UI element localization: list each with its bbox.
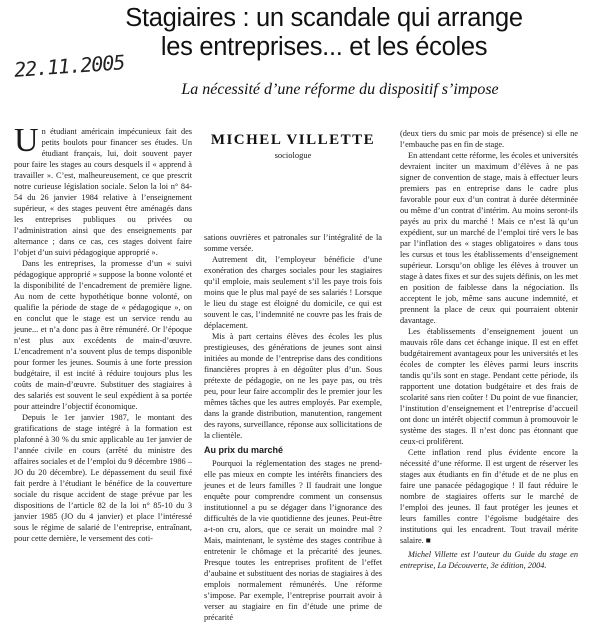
paragraph: Depuis le 1er janvier 1987, le montant des gratifications de stage intégré à la formation est plafonné à 30 % du smic applicable au 1er janvier de l’année civile en cours (arrêté du ministre des affaires sociales et de l’emploi du 9 décembre 1986 – JO du 20 décembre). Le dépassement du seuil fixé fait perdre à l’étudiant le bénéfice de la couverture sociale du risque accident de stage prévue par les dispositions de l’article 82 de la loi n° 85-10 du 3 janvier 1985 (JO du 4 janvier) et place l’intéressé sous le régime de salarié de l’entreprise, entraînant, pour cette dernière, le versement des coti- (14, 413, 192, 543)
headline-line-1: Stagiaires : un scandale qui arrange (125, 4, 523, 32)
subheadline: La nécessité d’une réforme du dispositif s’impose (181, 81, 499, 98)
author-role: sociologue (274, 150, 312, 160)
paragraph: sations ouvrières et patronales sur l’intégralité de la somme versée. (204, 233, 382, 253)
column-2 (204, 232, 382, 623)
headline (54, 4, 594, 62)
paragraph: Dans les entreprises, la promesse d’un « suivi pédagogique approprié » suppose la bonne volonté et la disponibilité de l’encadrement de première ligne. Au nom de cette hypothétique bonne volonté, on qualifie la période de stage de « pédagogique », on en conclut que le stage est un service rendu au jeune... et n’a donc pas à être rémunéré. Or l’époque n’est plus aux excédents de main-d’œuvre. L’encadrement n’a souvent plus de temps disponible pour former les jeunes. Soumis à une forte pression budgétaire, il est incité à réduire toujours plus les coûts de main-d’œuvre. Substituer des stagiaires à des salariés est souvent le seul expédient à sa portée pour atteindre l’objectif économique. (14, 259, 192, 411)
column-1 (14, 122, 192, 544)
dropcap: U (14, 122, 39, 159)
paragraph-text: n étudiant américain impécunieux fait des petits boulots pour financer ses études. Un étudiant français, lui, doit souvent payer pour faire les stages au cours desquels il « apprend à travailler ». C’est, malheureusement, ce que prescrit notre curieuse législation sociale. Selon la loi n° 84-54 du 26 janvier 1984 relative à l’enseignement supérieur, « des stages peuvent être aménagés dans les entreprises publiques ou privées ou l’administration ainsi que des enseignements par alternance ; dans ce cas, ces stages doivent faire l’objet d’un suivi pédagogique approprié ». (14, 127, 192, 257)
paragraph: Autrement dit, l’employeur bénéficie d’une exonération des charges sociales pour les stagiaires qu’il emploie, mais seulement s’il les paye trois fois moins que le plus mal payé de ses salariés ! Lorsque le lieu du stage est éloigné du domicile, ce qui est souvent le cas, l’indemnité ne couvre pas les frais de déplacement. (204, 255, 382, 330)
headline-line-2: les entreprises... et les écoles (160, 33, 488, 61)
paragraph: Pourquoi la réglementation des stages ne prend-elle pas mieux en compte les intérêts financiers des jeunes et de leurs familles ? Il faudrait une longue enquête pour comprendre comment un consensus institutionnel a pu se dégager dans l’ignorance des difficultés de la vie quotidienne des jeunes. Peut-être a-t-on cru, alors, que ce serait un moindre mal ? Mais, maintenant, le système des stages contribue à entretenir le chômage et la précarité des jeunes. Presque toutes les entreprises profitent de l’effet d’aubaine et substituent des norias de stagiaires à des emplois normalement rémunérés. Une réforme s’impose. Par exemple, l’entreprise pourrait avoir à verser au stagiaire en fin d’étude une prime de précarité (204, 459, 382, 622)
column-3 (400, 128, 578, 571)
paragraph: (deux tiers du smic par mois de présence) si elle ne l’embauche pas en fin de stage. (400, 129, 578, 149)
paragraph: En attendant cette réforme, les écoles et universités devraient inciter un maximum d’élèves à ne pas signer de convention de stage, mais à effectuer leurs premiers pas en entreprise dans le cadre plus favorable pour eux d’un contrat à durée déterminée ou même d’un contrat d’intérim. Au moins seront-ils payés au prix du marché ! Mais ce n’est là qu’un expédient, sur un marché de l’emploi tiré vers le bas par l’inflation des « stages obligatoires » dans tous les cursus et tous les établissements d’enseignement supérieur. Lorsqu’on oblige les élèves à trouver un stage à dates fixes et sur des sujets définis, on les met en position de faiblesse dans la négociation. Ils acceptent le job, même sans aucune indemnité, et prennent la place de ceux qui pourraient obtenir davantage. (400, 151, 579, 325)
paragraph: Mis à part certains élèves des écoles les plus prestigieuses, des générations de jeunes sont ainsi initiées au monde de l’entreprise dans des conditions financières propres à en dégoûter plus d’un. Sous prétexte de pédagogie, on ne les paye pas, ou très peu, pour leur faire accomplir des le premier jour les mêmes tâches que les autres employés. Par exemple, dans la grande distribution, manutention, rangement des rayons, surveillance, réponse aux sollicitations de la clientèle. (204, 332, 382, 440)
paragraph: Les établissements d’enseignement jouent un mauvais rôle dans cet échange inique. Il est en effet budgétairement avantageux pour les universités et les écoles de compter les élèves parmi leurs inscrits tandis qu’ils sont en stage. Pendant cette période, ils rapportent une dotation budgétaire et des frais de scolarité sans rien coûter ! Du point de vue financier, l’institution d’enseignement et l’entreprise d’accueil ont donc un intérêt objectif commun à promouvoir le système des stages. Il n’est donc pas étonnant que ceux-ci prolifèrent. (400, 327, 578, 446)
author-credit: Michel Villette est l’auteur du Guide du stage en entreprise, La Découverte, 3e édition, 2004. (400, 550, 578, 570)
paragraph: Cette inflation rend plus évidente encore la nécessité d’une réforme. Il est urgent de réserver les stages aux étudiants en fin d’étude et de ne plus en faire une panacée pédagogique ! Il faut réduire le nombre de stagiaires offerts sur le marché de l’emploi des jeunes. Il faut protéger les jeunes et leurs familles contre l’égoïsme budgétaire des institutions qui les encadrent. Tout travail mérite salaire. ■ (400, 448, 578, 545)
author-name: MICHEL VILLETTE (210, 132, 376, 148)
section-heading: Au prix du marché (204, 445, 284, 455)
byline (204, 132, 382, 160)
paragraph (14, 122, 192, 258)
handwritten-date: 22.11.2005 (13, 50, 126, 82)
